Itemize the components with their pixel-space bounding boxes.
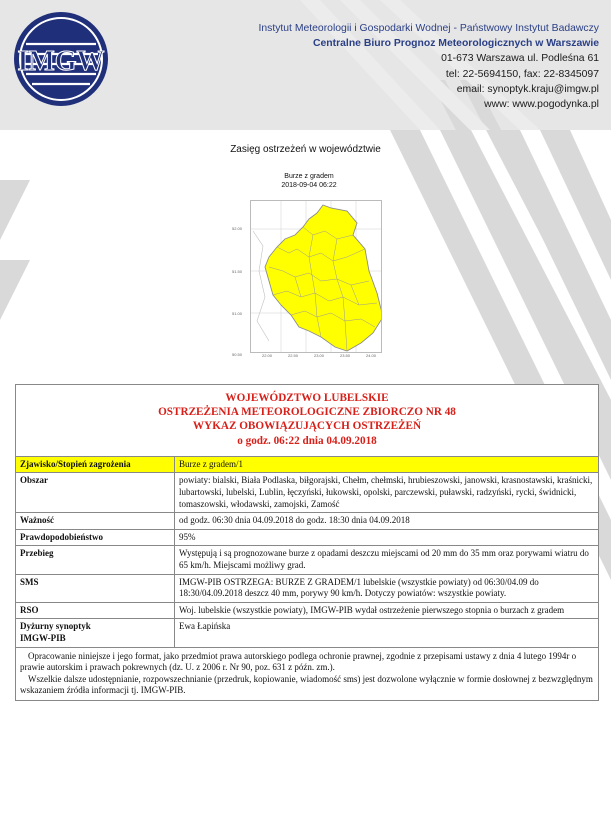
row-value: Ewa Łapińska bbox=[175, 619, 599, 647]
region-title: WOJEWÓDZTWO LUBELSKIE bbox=[225, 392, 389, 404]
table-row bbox=[16, 513, 598, 530]
issue-time: o godz. 06:22 dnia 04.09.2018 bbox=[237, 434, 377, 447]
address: 01-673 Warszawa ul. Podleśna 61 bbox=[441, 53, 599, 65]
warning-table bbox=[16, 457, 598, 648]
list-title: WYKAZ OBOWIĄZUJĄCYCH OSTRZEŻEŃ bbox=[192, 420, 422, 433]
row-value: 95% bbox=[175, 529, 599, 546]
x-tick-label: 23.50 bbox=[340, 353, 351, 358]
row-label: Dyżurny synoptyk IMGW-PIB bbox=[16, 619, 175, 647]
phone-fax: tel: 22-5694150, fax: 22-8345097 bbox=[445, 68, 599, 80]
copyright-paragraph: Opracowanie niniejsze i jego format, jako przedmiot prawa autorskiego podlega ochronie prawnej, zgodnie z przepisami ustawy z dnia 4 lutego 1994r o prawie autorskim i prawach pokrewnych (dz. U. z 2006 r. Nr 90, poz. 631 z późn. zm.). bbox=[20, 650, 577, 673]
row-label: RSO bbox=[16, 602, 175, 619]
map-frame bbox=[250, 200, 382, 353]
row-value: IMGW-PIB OSTRZEGA: BURZE Z GRADEM/1 lubelskie (wszystkie powiaty) od 06:30/04.09 do 18:30/04.09.2018 deszcz 40 mm, porywy 90 km/h. Dotyczy powiatów: wszystkie powiaty. bbox=[175, 574, 599, 602]
table-row bbox=[16, 602, 598, 619]
imgw-logo bbox=[12, 10, 110, 108]
row-label: Przebieg bbox=[16, 546, 175, 574]
table-row bbox=[16, 574, 598, 602]
bulletin-title: OSTRZEŻENIA METEOROLOGICZNE ZBIORCZO NR 48 bbox=[158, 406, 456, 419]
row-label: SMS bbox=[16, 574, 175, 602]
row-label: Ważność bbox=[16, 513, 175, 530]
warning-area bbox=[265, 205, 381, 351]
x-tick-label: 24.00 bbox=[366, 353, 377, 358]
report-title bbox=[16, 385, 598, 457]
map-caption: Zasięg ostrzeżeń w województwie bbox=[230, 144, 381, 155]
email: email: synoptyk.kraju@imgw.pl bbox=[456, 83, 599, 95]
warning-map bbox=[230, 171, 388, 381]
copyright-notice bbox=[16, 648, 598, 700]
row-label: Prawdopodobieństwo bbox=[16, 529, 175, 546]
warning-report bbox=[15, 384, 599, 701]
logo-text: IMGW bbox=[17, 46, 105, 77]
map-datetime: 2018-09-04 06:22 bbox=[281, 182, 337, 189]
row-label: Obszar bbox=[16, 473, 175, 513]
institute-name: Instytut Meteorologii i Gospodarki Wodnej - Państwowy Instytut Badawczy bbox=[258, 23, 599, 34]
x-tick-label: 23.00 bbox=[314, 353, 325, 358]
y-tick-label: 51.50 bbox=[232, 269, 243, 274]
y-tick-label: 50.50 bbox=[232, 352, 243, 357]
table-row bbox=[16, 546, 598, 574]
usage-paragraph: Wszelkie dalsze udostępnianie, rozpowszechnianie (przedruk, kopiowanie, wiadomość sms) jest dozwolone wyłącznie w formie dosłownej z bezwzględnym wskazaniem źródła informacji tj. IMGW-PIB. bbox=[20, 673, 593, 696]
table-row bbox=[16, 529, 598, 546]
row-value: Występują i są prognozowane burze z opadami deszczu miejscami od 20 mm do 35 mm oraz porywami wiatru do 65 km/h. Miejscami możliwy grad. bbox=[175, 546, 599, 574]
y-tick-label: 52.00 bbox=[232, 226, 243, 231]
website: www: www.pogodynka.pl bbox=[484, 99, 599, 111]
table-row bbox=[16, 473, 598, 513]
x-tick-label: 22.00 bbox=[262, 353, 273, 358]
institute-info bbox=[258, 21, 599, 112]
row-value: Woj. lubelskie (wszystkie powiaty), IMGW-PIB wydał ostrzeżenie pierwszego stopnia o burzach z gradem bbox=[175, 602, 599, 619]
lubelskie-map bbox=[251, 201, 381, 352]
row-value: powiaty: bialski, Biała Podlaska, biłgorajski, Chełm, chełmski, hrubieszowski, janowski, krasnostawski, kraśnicki, lubartowski, lubelski, Lublin, łęczyński, łukowski, opolski, parczewski, puławski, radzyński, rycki, świdnicki, tomaszowski, włodawski, zamojski, Zamość bbox=[175, 473, 599, 513]
map-title: Burze z gradem bbox=[284, 173, 334, 180]
table-row bbox=[16, 457, 598, 473]
y-tick-label: 51.00 bbox=[232, 311, 243, 316]
table-row bbox=[16, 619, 598, 647]
row-value: od godz. 06:30 dnia 04.09.2018 do godz. 18:30 dnia 04.09.2018 bbox=[175, 513, 599, 530]
bureau-name: Centralne Biuro Prognoz Meteorologicznych w Warszawie bbox=[313, 38, 599, 50]
x-tick-label: 22.50 bbox=[288, 353, 299, 358]
row-value: Burze z gradem/1 bbox=[175, 457, 599, 473]
letterhead bbox=[0, 0, 611, 130]
row-label: Zjawisko/Stopień zagrożenia bbox=[16, 457, 175, 473]
